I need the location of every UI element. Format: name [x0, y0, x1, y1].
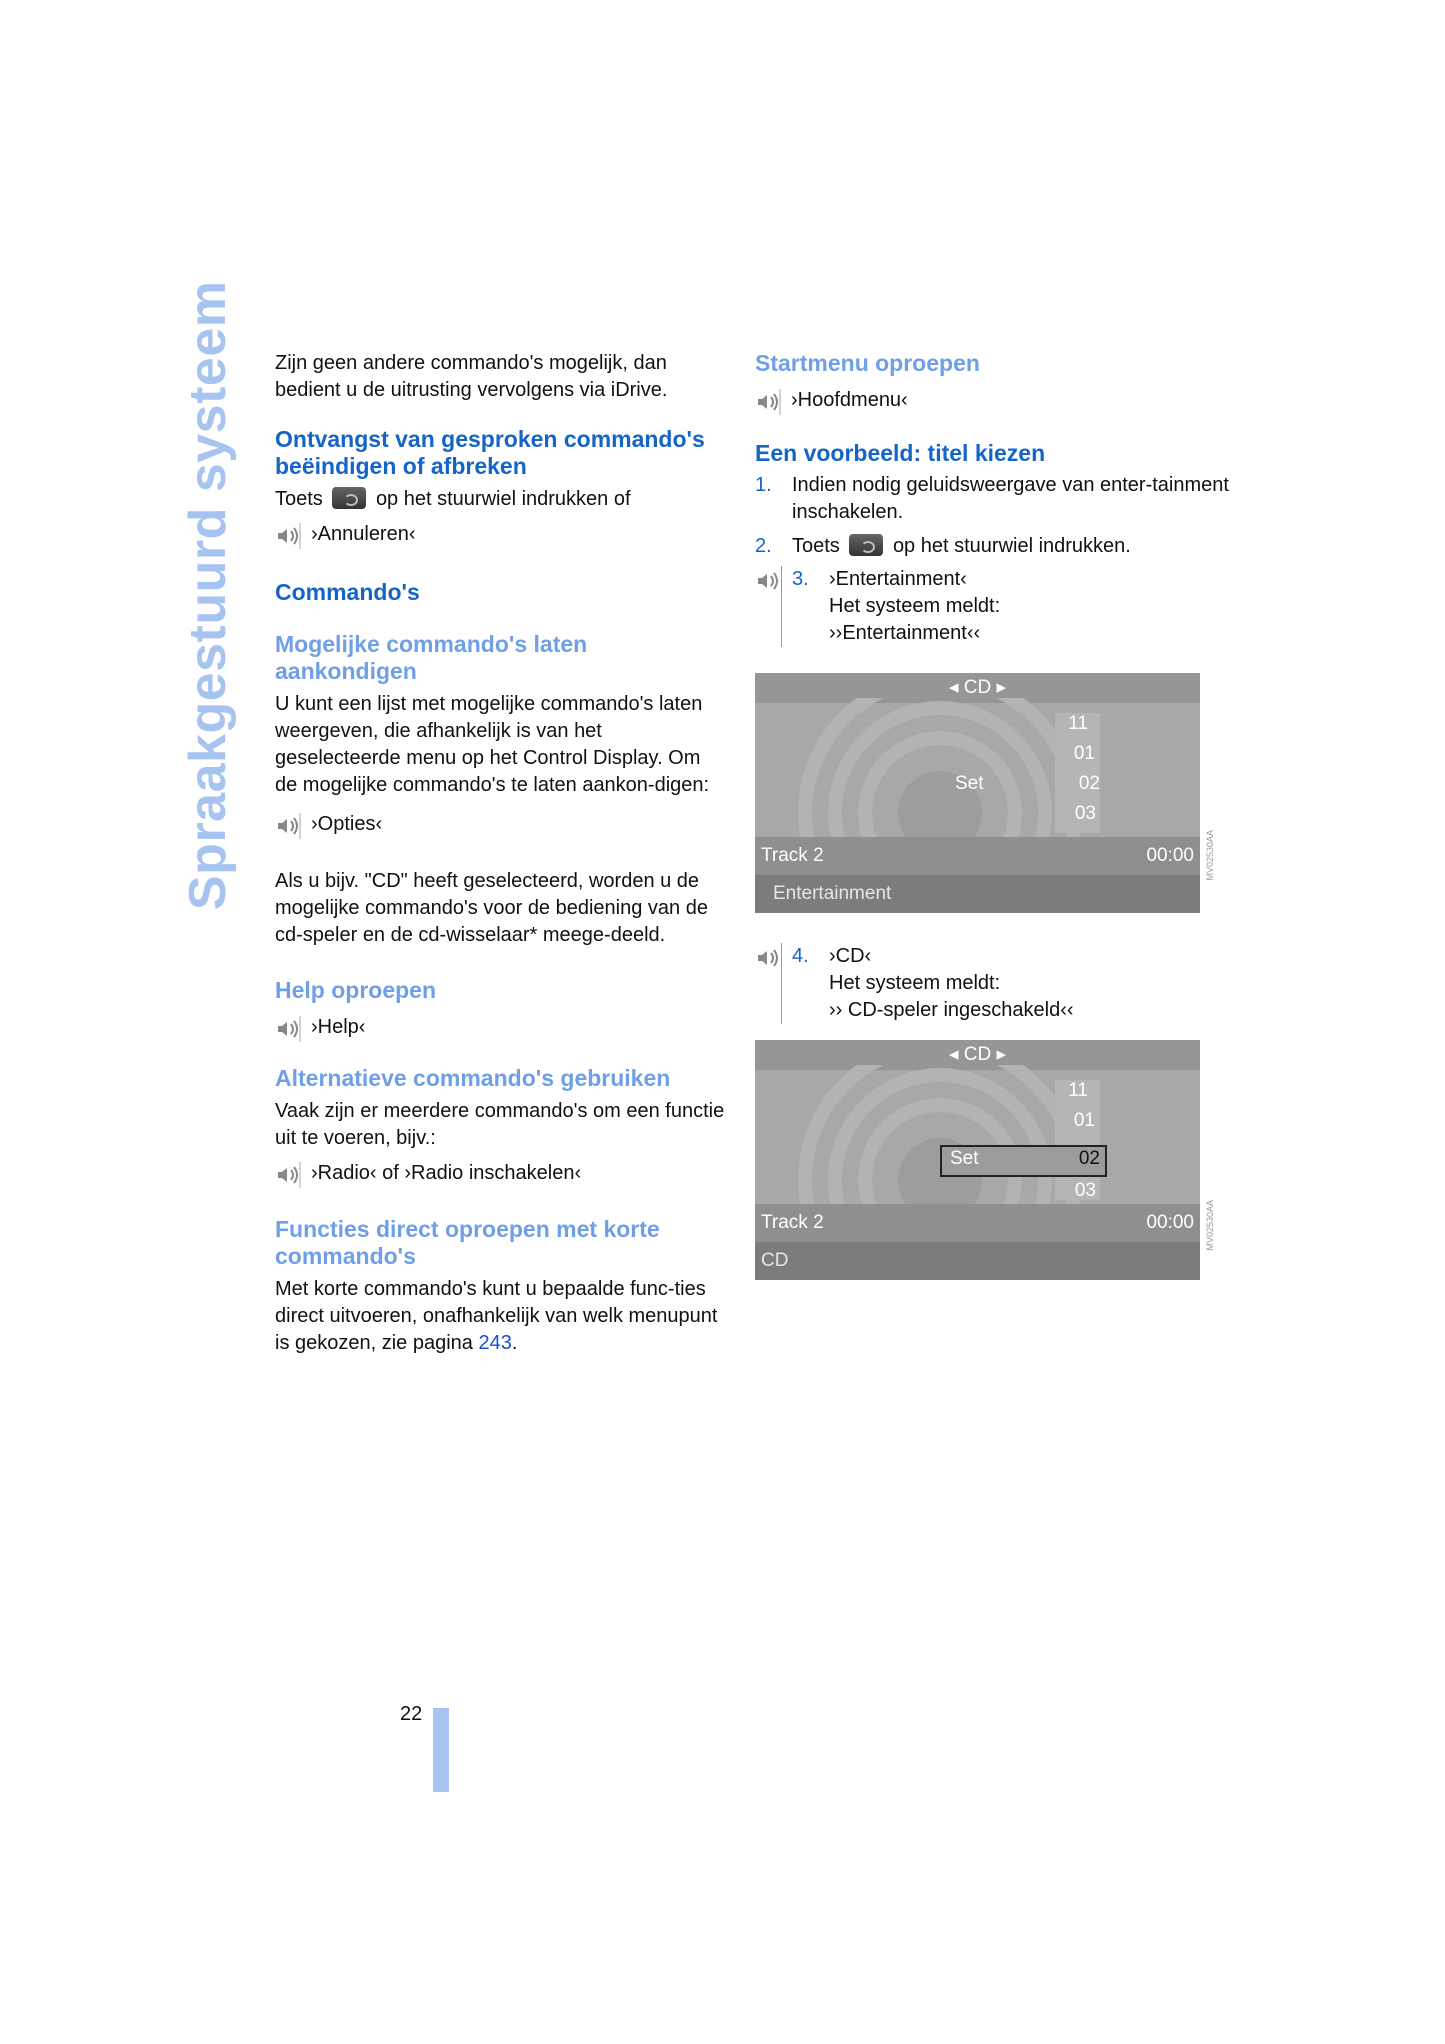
- voice-icon: [755, 568, 781, 594]
- intro-text: Zijn geen andere commando's mogelijk, dan bedient u de uitrusting vervolgens via iDrive.: [275, 352, 668, 401]
- voice-command-help: ›Help‹: [275, 1014, 725, 1042]
- direct-text: Met korte commando's kunt u bepaalde func-ties direct uitvoeren, onafhankelijk van welk menupunt is gekozen, zie pagina 243.: [275, 1278, 718, 1354]
- control-display-entertainment: ◂ CD ▸ 11 01 02 03 Set Track 2 00:00 Entertainment: [755, 673, 1200, 913]
- heading-cancel: Ontvangst van gesproken commando's beëindigen of afbreken: [275, 426, 705, 479]
- talk-button-icon: [849, 534, 883, 556]
- heading-example: Een voorbeeld: titel kiezen: [755, 440, 1046, 466]
- page-number: 22: [400, 1703, 423, 1725]
- track-time: 00:00: [1146, 1212, 1194, 1233]
- heading-alternative: Alternatieve commando's gebruiken: [275, 1065, 671, 1091]
- voice-command-radio: ›Radio‹ of ›Radio inschakelen‹: [275, 1160, 725, 1188]
- page-marker: [433, 1708, 449, 1792]
- voice-icon: [275, 1016, 301, 1042]
- step-3: 3. ›Entertainment‹ Het systeem meldt: ››Entertainment‹‹: [755, 566, 1235, 647]
- heading-direct: Functies direct oproepen met korte commando's: [275, 1216, 660, 1269]
- footer-label: Entertainment: [773, 883, 892, 904]
- heading-commandos: Commando's: [275, 579, 420, 605]
- set-item: Set: [950, 1148, 979, 1169]
- page-link[interactable]: 243: [478, 1332, 512, 1354]
- voice-icon: [755, 945, 781, 971]
- voice-icon: [755, 389, 781, 415]
- cd-text: Als u bijv. "CD" heeft geselecteerd, worden u de mogelijke commando's voor de bediening van de cd-speler en de cd-wisselaar* meege-deeld.: [275, 870, 708, 946]
- heading-help: Help oproepen: [275, 977, 437, 1003]
- step-4: 4. ›CD‹ Het systeem meldt: ›› CD-speler ingeschakeld‹‹: [755, 943, 1235, 1024]
- track-time: 00:00: [1146, 845, 1194, 866]
- source-selector: ◂ CD ▸: [948, 1044, 1007, 1065]
- control-display-cd: ◂ CD ▸ 11 01 02 03 Set Track 2 00:00 CD: [755, 1040, 1200, 1280]
- cancel-text: Toets op het stuurwiel indrukken of: [275, 488, 631, 510]
- side-title: Spraakgestuurd systeem: [179, 280, 237, 910]
- set-item: Set: [955, 773, 984, 794]
- heading-announce: Mogelijke commando's laten aankondigen: [275, 631, 588, 684]
- voice-command-opties: ›Opties‹: [275, 811, 725, 839]
- voice-command-hoofdmenu: ›Hoofdmenu‹: [755, 387, 1235, 415]
- voice-command-annuleren: ›Annuleren‹: [275, 521, 725, 549]
- source-selector: ◂ CD ▸: [948, 677, 1007, 698]
- talk-button-icon: [332, 487, 366, 509]
- voice-icon: [275, 813, 301, 839]
- announce-text: U kunt een lijst met mogelijke commando's laten weergeven, die afhankelijk is van het geselecteerde menu op het Control Display. Om de mogelijke commando's te laten aankon-digen:: [275, 693, 710, 796]
- footer-label: CD: [761, 1250, 789, 1271]
- voice-icon: [275, 523, 301, 549]
- track-label: Track 2: [761, 845, 824, 866]
- track-label: Track 2: [761, 1212, 824, 1233]
- step-1: 1. Indien nodig geluidsweergave van enter-tainment inschakelen.: [755, 474, 1229, 523]
- heading-start: Startmenu oproepen: [755, 350, 980, 376]
- step-2: 2. Toets op het stuurwiel indrukken.: [755, 535, 1131, 557]
- left-column: [275, 350, 725, 1357]
- voice-icon: [275, 1162, 301, 1188]
- alt-text: Vaak zijn er meerdere commando's om een functie uit te voeren, bijv.:: [275, 1100, 725, 1149]
- right-column: [755, 350, 1235, 647]
